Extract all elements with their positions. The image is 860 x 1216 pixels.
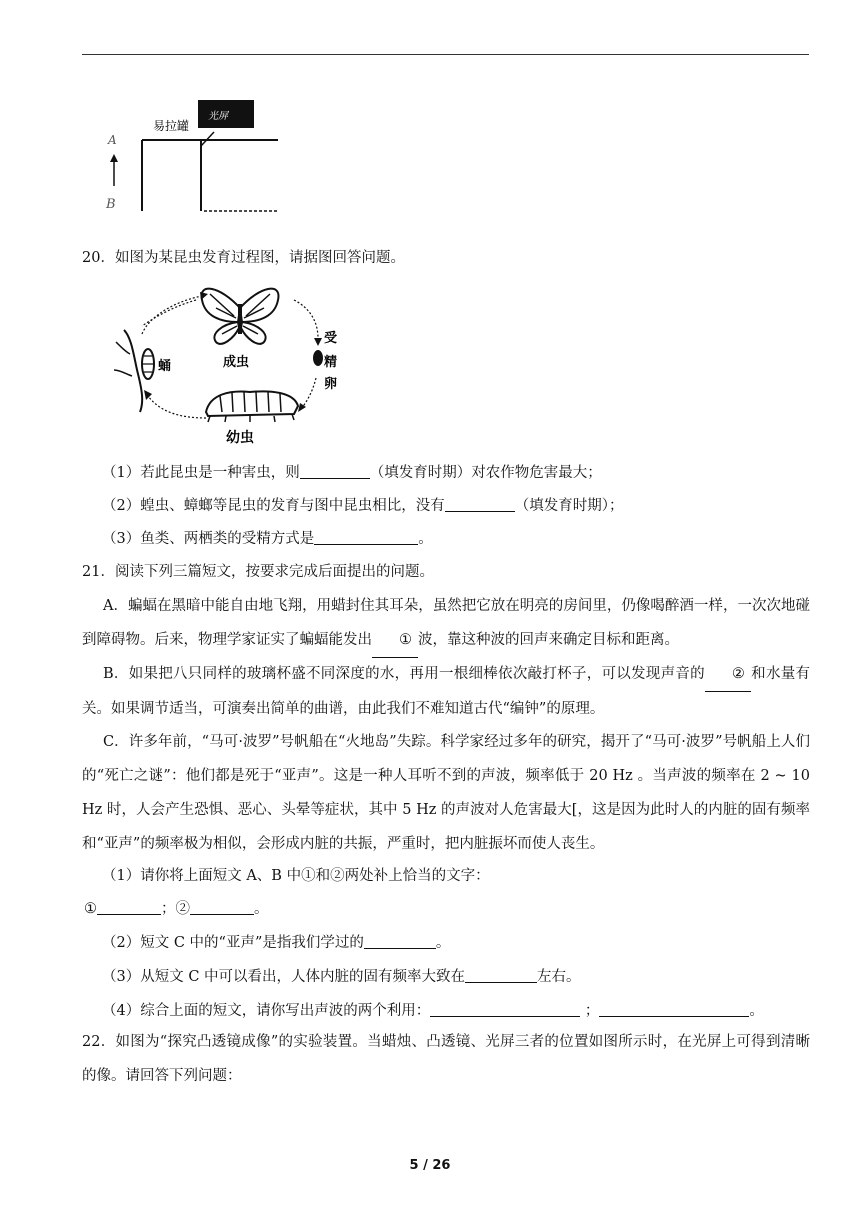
q21-blank-5[interactable] xyxy=(430,1002,580,1017)
q21-sub2: （2）短文 C 中的“亚声”是指我们学过的 。 xyxy=(102,935,451,951)
q21-stem: 21．阅读下列三篇短文，按要求完成后面提出的问题。 xyxy=(82,564,434,580)
can-label: 易拉罐 xyxy=(153,119,190,133)
arrow-egg-to-larva xyxy=(302,378,316,408)
q21-blank-1[interactable] xyxy=(97,900,161,915)
q21-sub1: （1）请你将上面短文 A、B 中①和②两处补上恰当的文字： xyxy=(102,868,490,884)
butterfly-icon xyxy=(202,289,279,344)
pupa-icon xyxy=(114,330,154,412)
screen-label: 光屏 xyxy=(208,111,228,122)
arrow-head-egg xyxy=(314,338,322,346)
q21-blank-4[interactable] xyxy=(465,968,537,983)
header-rule xyxy=(82,54,809,55)
egg-icon xyxy=(313,350,323,366)
q20-sub2: （2）蝗虫、蟑螂等昆虫的发育与图中昆虫相比，没有 （填发育时期）； xyxy=(102,498,624,514)
point-b-label: B xyxy=(106,197,116,212)
egg-label-3: 卵 xyxy=(324,377,338,392)
arrow-larva-to-pupa xyxy=(148,396,206,418)
egg-label-2: 精 xyxy=(324,355,338,370)
q20-sub3: （3）鱼类、两栖类的受精方式是 。 xyxy=(102,531,433,547)
q20-blank-2[interactable] xyxy=(445,497,515,512)
q21-blank-6[interactable] xyxy=(599,1002,749,1017)
q21-mark-1[interactable]: ① xyxy=(372,623,418,658)
q21-sub1-answers: ① ；② 。 xyxy=(84,901,269,917)
q21-blank-2[interactable] xyxy=(190,900,254,915)
adult-label: 成虫 xyxy=(223,355,250,370)
q21-sub4: （4）综合上面的短文，请你写出声波的两个利用： ； 。 xyxy=(102,1003,764,1019)
q20-sub1: （1）若此昆虫是一种害虫，则 （填发育时期）对农作物危害最大； xyxy=(102,465,602,481)
arrow-adult-to-egg xyxy=(294,300,318,338)
can-screen-figure xyxy=(100,96,300,216)
insect-lifecycle-figure xyxy=(110,278,370,450)
pupa-label: 蛹 xyxy=(158,359,172,374)
q21-passage-a: A．蝙蝠在黑暗中能自由地飞翔，用蜡封住其耳朵，虽然把它放在明亮的房间里，仍像喝醉酒一样，一次次地碰到障碍物。后来，物理学家证实了蝙蝠能发出 ① 波，靠这种波的回声来确定目标和距离。 xyxy=(82,589,810,658)
page-number: 5 / 26 xyxy=(409,1158,451,1173)
q21-passage-b: B．如果把八只同样的玻璃杯盛不同深度的水，再用一根细棒依次敲打杯子，可以发现声音的 ② 和水量有关。如果调节适当，可演奏出简单的曲谱，由此我们不难知道古代“编钟”的原理。 xyxy=(82,657,810,726)
point-a-label: A xyxy=(108,133,117,147)
q22-stem: 22．如图为“探究凸透镜成像”的实验装置。当蜡烛、凸透镜、光屏三者的位置如图所示时，在光屏上可得到清晰的像。请回答下列问题： xyxy=(82,1034,810,1084)
q20-blank-3[interactable] xyxy=(314,530,418,545)
q21-passage-c: C．许多年前，“马可·波罗”号帆船在“火地岛”失踪。科学家经过多年的研究，揭开了“马可·波罗”号帆船上人们的“死亡之谜”：他们都是死于“亚声”。这是一种人耳听不到的声波，频率低于 20 Hz 。当声波的频率在 2 ~ 10 Hz 时，人会产生恐惧、恶心、头晕等症状，其中 5 Hz 的声波对人危害最大[，这是因为此时人的内脏的固有频率和“亚声”的频率极为相似，会形成内脏的共振，严重时，把内脏振坏而使人丧生。 xyxy=(82,734,810,852)
egg-label-1: 受 xyxy=(324,331,338,346)
q20-blank-1[interactable] xyxy=(300,464,370,479)
caterpillar-icon xyxy=(206,391,298,422)
arrow-pupa-to-adult xyxy=(142,296,202,334)
q21-mark-2[interactable]: ② xyxy=(705,657,751,692)
q20-stem: 20．如图为某昆虫发育过程图，请据图回答问题。 xyxy=(82,250,405,266)
q21-blank-3[interactable] xyxy=(364,934,436,949)
larva-label: 幼虫 xyxy=(226,430,254,446)
q21-sub3: （3）从短文 C 中可以看出，人体内脏的固有频率大致在 左右。 xyxy=(102,969,581,985)
arrow-adult-to-pupa-path xyxy=(142,300,196,326)
